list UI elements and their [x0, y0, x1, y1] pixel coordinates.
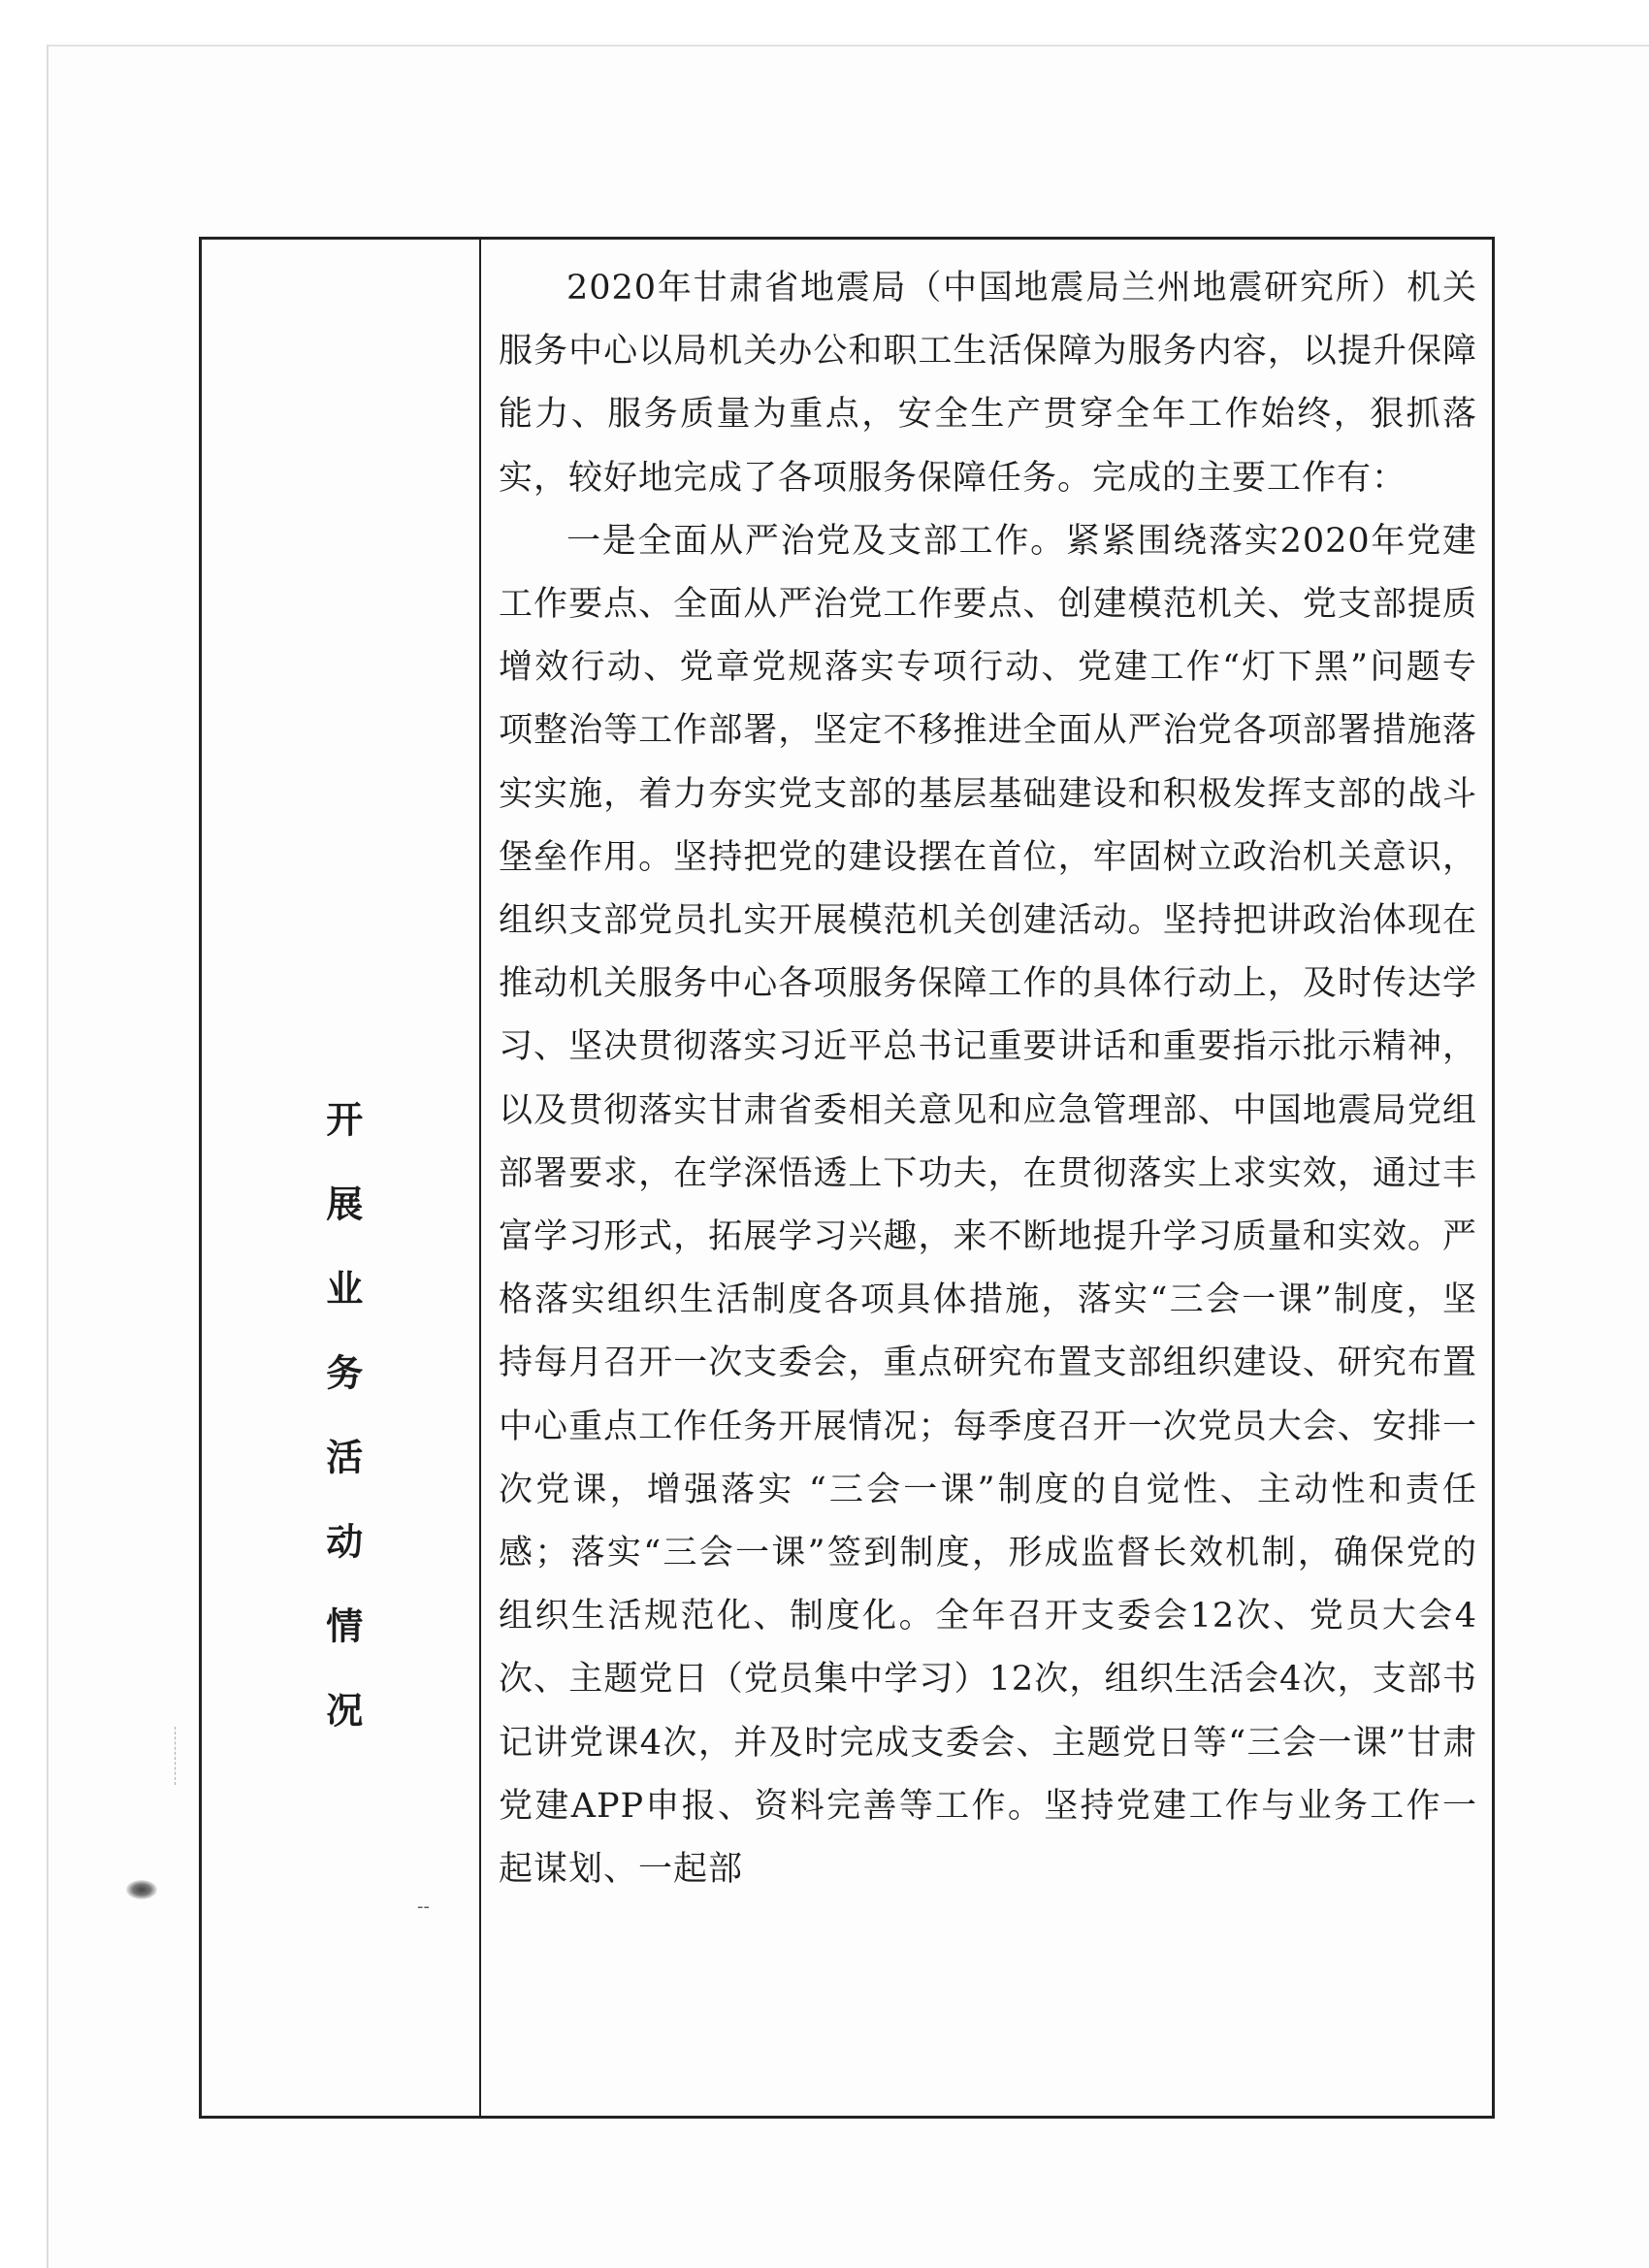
scan-smudge	[126, 1880, 157, 1899]
margin-tick-mark: --	[417, 1896, 430, 1917]
margin-scan-mark	[175, 1727, 205, 1785]
party-work-paragraph: 一是全面从严治党及支部工作。紧紧围绕落实2020年党建工作要点、全面从严治党工作要点、创建模范机关、党支部提质增效行动、党章党规落实专项行动、党建工作“灯下黑”问题专项整治等工作部署，坚定不移推进全面从严治党各项部署措施落实实施，着力夯实党支部的基层基础建设和积极发挥支部的战斗堡垒作用。坚持把党的建设摆在首位，牢固树立政治机关意识，组织支部党员扎实开展模范机关创建活动。坚持把讲政治体现在推动机关服务中心各项服务保障工作的具体行动上，及时传达学习、坚决贯彻落实习近平总书记重要讲话和重要指示批示精神，以及贯彻落实甘肃省委相关意见和应急管理部、中国地震局党组部署要求，在学深悟透上下功夫，在贯彻落实上求实效，通过丰富学习形式，拓展学习兴趣，来不断地提升学习质量和实效。严格落实组织生活制度各项具体措施，落实“三会一课”制度，坚持每月召开一次支委会，重点研究布置支部组织建设、研究布置中心重点工作任务开展情况；每季度召开一次党员大会、安排一次党课，增强落实 “三会一课”制度的自觉性、主动性和责任感；落实“三会一课”签到制度，形成监督长效机制，确保党的组织生活规范化、制度化。全年召开支委会12次、党员大会4次、主题党日（党员集中学习）12次，组织生活会4次，支部书记讲党课4次，并及时完成支委会、主题党日等“三会一课”甘肃党建APP申报、资料完善等工作。坚持党建工作与业务工作一起谋划、一起部	[499, 521, 1477, 1890]
section-content-cell	[481, 240, 1495, 2116]
section-label	[202, 1098, 479, 1777]
report-form-table	[199, 237, 1495, 2119]
section-label-text: 开展业务活动情况	[319, 1100, 363, 1775]
section-label-cell	[202, 240, 481, 2116]
intro-paragraph: 2020年甘肃省地震局（中国地震局兰州地震研究所）机关服务中心以局机关办公和职工生活保障为服务内容，以提升保障能力、服务质量为重点，安全生产贯穿全年工作始终，狠抓落实，较好地完成了各项服务保障任务。完成的主要工作有：	[499, 269, 1477, 498]
